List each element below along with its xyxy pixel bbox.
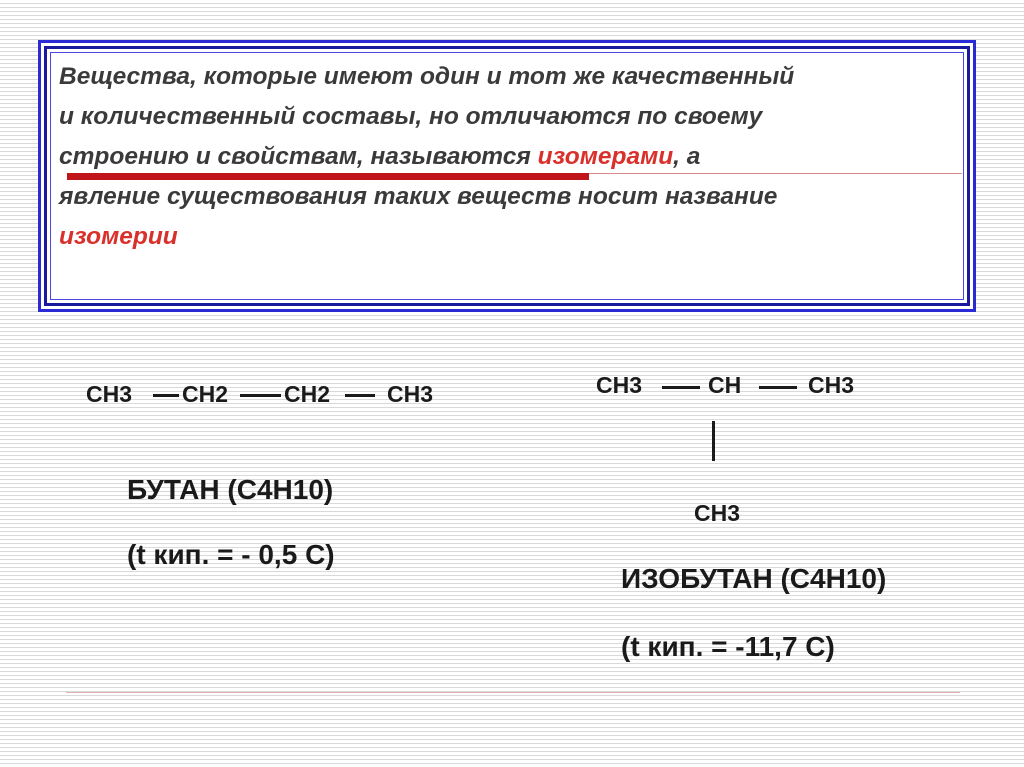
isobutane-group-2: CH bbox=[708, 372, 742, 398]
butane-group-1: CH3 bbox=[86, 381, 133, 407]
butane-group-2: CH2 bbox=[182, 381, 229, 407]
butane-name: БУТАН (C4H10) bbox=[127, 474, 334, 505]
bottom-divider bbox=[66, 692, 960, 693]
isobutane-name: ИЗОБУТАН (C4H10) bbox=[621, 563, 887, 594]
isobutane-bond-1 bbox=[662, 386, 700, 389]
definition-line-1: Вещества, которые имеют один и тот же качественный bbox=[59, 63, 795, 90]
butane-bond-1 bbox=[153, 394, 179, 397]
butane-bond-2 bbox=[240, 394, 281, 397]
definition-line-3: строению и свойствам, называются bbox=[59, 143, 538, 170]
isobutane-branch-bond bbox=[712, 421, 715, 461]
isobutane-group-1: CH3 bbox=[596, 372, 643, 398]
term-isomerism: изомерии bbox=[59, 223, 178, 250]
butane-group-3: CH2 bbox=[284, 381, 331, 407]
isobutane-branch: CH3 bbox=[694, 500, 741, 526]
definition-frame bbox=[38, 40, 976, 312]
butane-group-4: CH3 bbox=[387, 381, 434, 407]
isobutane-group-3: CH3 bbox=[808, 372, 855, 398]
definition-line-2: и количественный составы, но отличаются по своему bbox=[59, 103, 763, 130]
definition-line-4: явление существования таких веществ носит название bbox=[59, 183, 778, 210]
definition-line-3-end: , а bbox=[673, 143, 701, 170]
isobutane-boiling-point: (t кип. = -11,7 C) bbox=[621, 631, 835, 662]
definition-text bbox=[59, 57, 959, 257]
term-isomers: изомерами bbox=[537, 143, 674, 170]
butane-bond-3 bbox=[345, 394, 375, 397]
isobutane-bond-2 bbox=[759, 386, 797, 389]
butane-boiling-point: (t кип. = - 0,5 C) bbox=[127, 539, 335, 570]
